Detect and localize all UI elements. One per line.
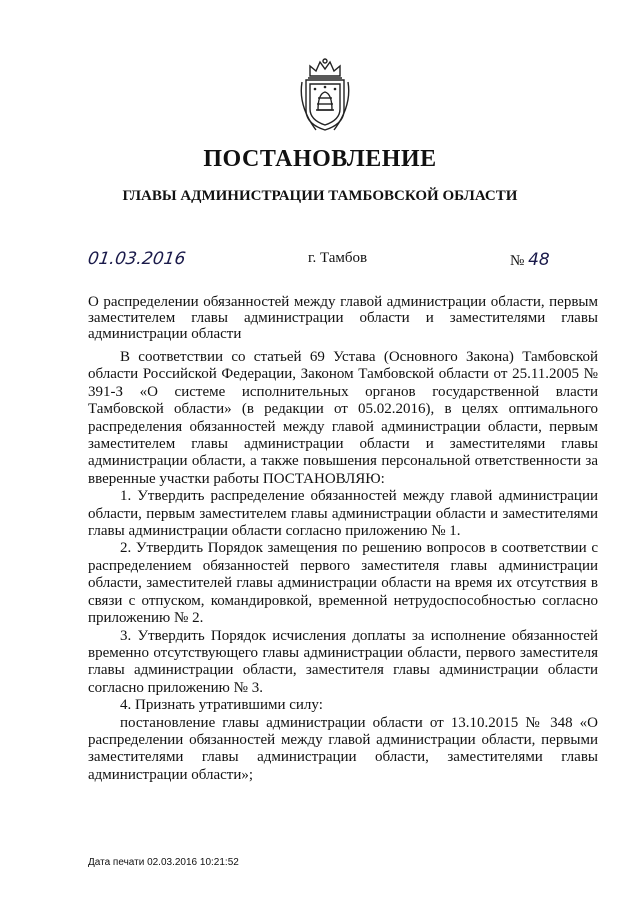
paragraph-preamble: В соответствии со статьей 69 Устава (Основного Закона) Тамбовской области Российской Федерации, Законом Тамбовской области от 25.11.2005 № 391-З «О системе исполнительных органов государственной власти Тамбовской области» (в редакции от 05.02.2016), в целях оптимального распределения обязанностей между главой администрации области, первым заместителем главы администрации области и заместителями главы администрации области, а также повышения персональной ответственности за вверенные участки работы ПОСТАНОВЛЯЮ: — [88, 349, 598, 487]
paragraph-item-1: 1. Утвердить распределение обязанностей между главой администрации области, первым заместителем главы администрации области и заместителями главы администрации области согласно приложению № 1. — [88, 488, 598, 540]
document-title: ПОСТАНОВЛЕНИЕ — [203, 146, 437, 172]
paragraph-item-2: 2. Утвердить Порядок замещения по решению вопросов в соответствии с распределением обязанностей первого заместителя главы администрации области, заместителей главы администрации области на время их отсутствия в связи с отпуском, командировкой, временной нетрудоспособностью согласно приложению № 2. — [88, 540, 598, 627]
number-value: 48 — [528, 250, 550, 270]
document-number — [510, 250, 550, 270]
paragraph-item-3: 3. Утвердить Порядок исчисления доплаты за исполнение обязанностей временно отсутствующего главы администрации области, первого заместителя главы администрации области, заместителя главы администрации области согласно приложению № 3. — [88, 627, 598, 696]
document-date: 01.03.2016 — [86, 249, 187, 269]
paragraph-item-4: 4. Признать утратившими силу: — [120, 697, 323, 714]
paragraph-item-4-detail: постановление главы администрации области от 13.10.2015 № 348 «О распределении обязанностей между главой администрации области, первыми заместителями главы администрации области, заместителями главы администрации области»; — [88, 714, 598, 783]
coat-of-arms-icon — [296, 58, 354, 134]
document-body — [88, 349, 598, 784]
document-subtitle: ГЛАВЫ АДМИНИСТРАЦИИ ТАМБОВСКОЙ ОБЛАСТИ — [122, 188, 518, 204]
print-date: Дата печати 02.03.2016 10:21:52 — [88, 857, 239, 868]
number-prefix: № — [510, 253, 525, 269]
document-city: г. Тамбов — [308, 250, 368, 266]
document-subject: О распределении обязанностей между главой администрации области, первым заместителем главы администрации области и заместителями главы администрации области — [88, 294, 598, 342]
